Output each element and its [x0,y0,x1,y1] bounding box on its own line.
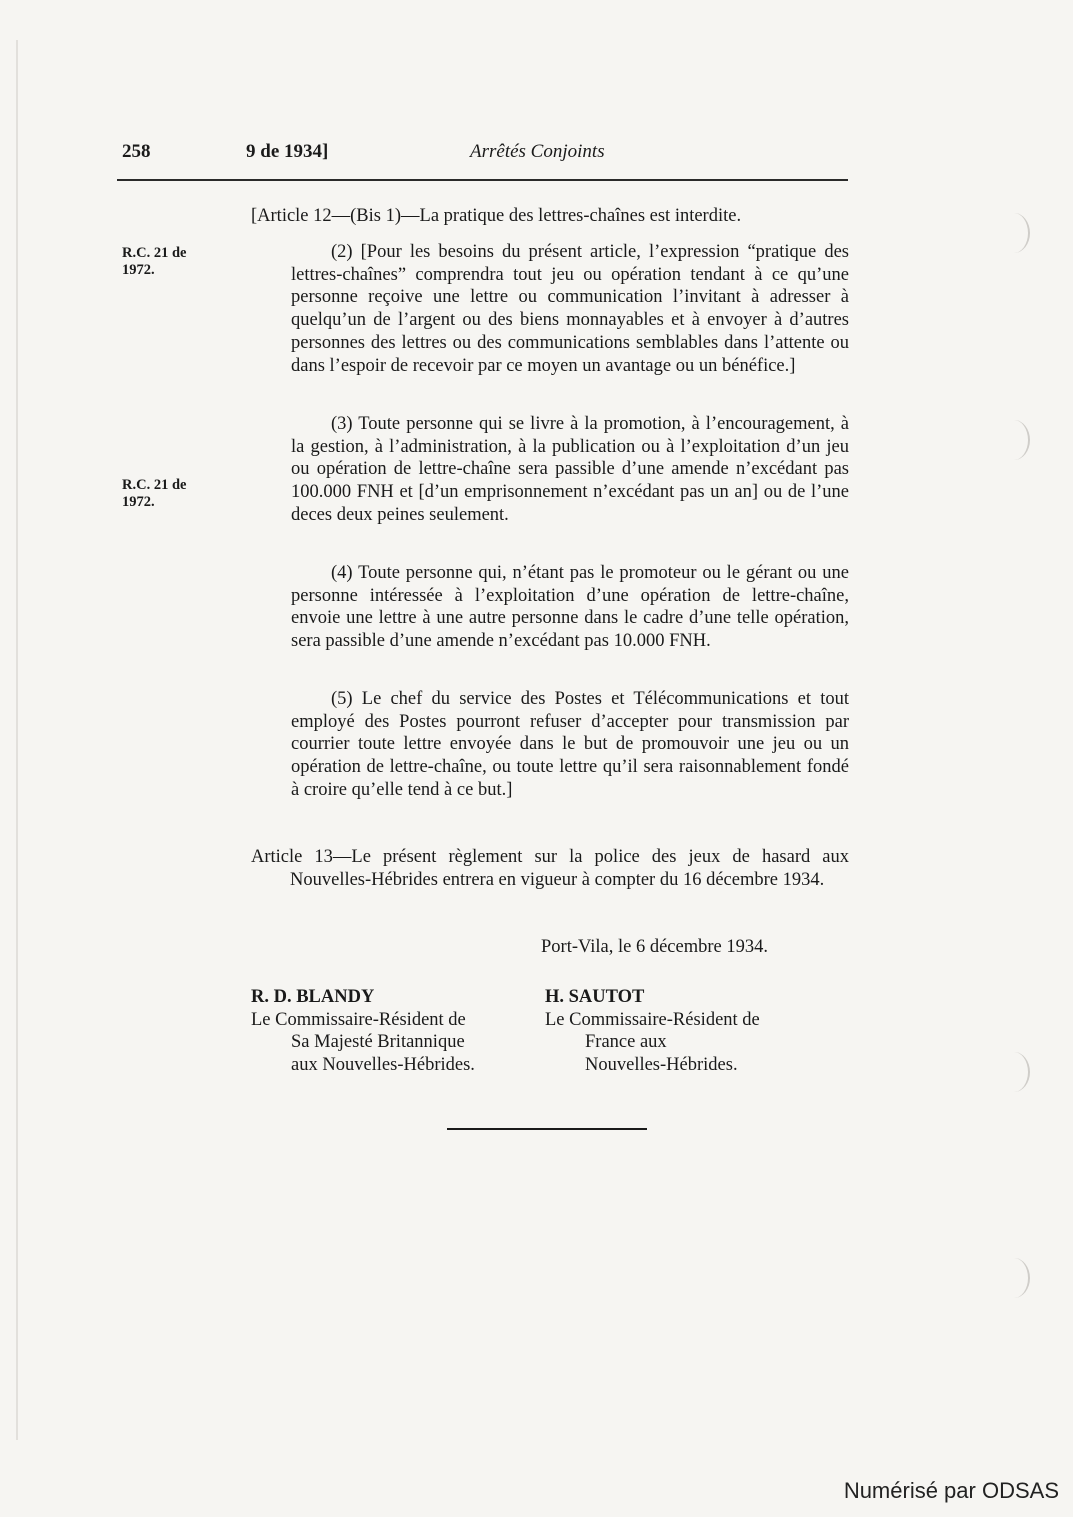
signature-block-british: R. D. BLANDY Le Commissaire-Résident de Sa Majesté Britannique aux Nouvelles-Hébrides. [251,987,475,1076]
signature-block-french: H. SAUTOT Le Commissaire-Résident de France aux Nouvelles-Hébrides. [545,987,760,1076]
punch-hole [998,1052,1030,1092]
article-12-paragraph-5: (5) Le chef du service des Postes et Télécommunications et tout employé des Postes pourront refuser d’accepter pour transmission par courrier toute lettre envoyée dans le but de promouvoir une jeu ou un opération de lettre-chaîne, ou toute lettre qu’il sera raisonnablement fondé à croire qu’elle tend à ce but.] [291,689,849,800]
article-12-paragraph-2: (2) [Pour les besoins du présent article, l’expression “pratique des lettres-chaînes” comprendra tout jeu ou opération tendant à ce qu’une personne reçoive une lettre ou communication l’invitant à adresser à quelqu’un de l’argent ou des biens monnayables et à envoyer à d’autres personnes des lettres ou des communications semblables dans l’attente ou dans l’espoir de recevoir par ce moyen un avantage ou un bénéfice.] [291,242,849,376]
page-header [0,141,1073,165]
header-rule [117,179,848,181]
signatory-name: H. SAUTOT [545,987,645,1007]
margin-note: R.C. 21 de 1972. [122,477,187,510]
punch-hole [998,1258,1030,1298]
article-13: Article 13—Le présent règlement sur la police des jeux de hasard aux Nouvelles-Hébrides entrera en vigueur à compter du 16 décembre 1934. [251,847,849,890]
article-12-paragraph-4: (4) Toute personne qui, n’étant pas le promoteur ou le gérant ou une personne intéressée à l’exploitation d’une opération de lettre-chaîne, envoie une lettre à une autre personne dans le cadre d’une telle opération, sera passible d’une amende n’excédant pas 10.000 FNH. [291,563,849,652]
ordinance-reference: 9 de 1934] [246,141,329,162]
running-title: Arrêtés Conjoints [470,141,605,162]
page-edge-shadow [16,40,18,1440]
digitization-watermark: Numérisé par ODSAS [843,1478,1059,1503]
punch-hole [998,420,1030,460]
article-12-bis1: [Article 12—(Bis 1)—La pratique des lettres-chaînes est interdite. [251,206,742,226]
punch-hole [998,213,1030,253]
article-12-paragraph-3: (3) Toute personne qui se livre à la promotion, à l’encouragement, à la gestion, à l’administration, à la publication ou à l’exploitation d’un jeu ou opération de lettre-chaîne sera passible d’une amende n’excédant pas 100.000 FNH et [d’un emprisonnement n’excédant pas un an] ou de l’une deces deux peines seulement. [291,414,849,525]
signatory-name: R. D. BLANDY [251,987,375,1007]
margin-note: R.C. 21 de 1972. [122,245,187,278]
end-rule [447,1128,647,1130]
page-number: 258 [122,141,151,162]
place-and-date: Port-Vila, le 6 décembre 1934. [541,937,768,957]
